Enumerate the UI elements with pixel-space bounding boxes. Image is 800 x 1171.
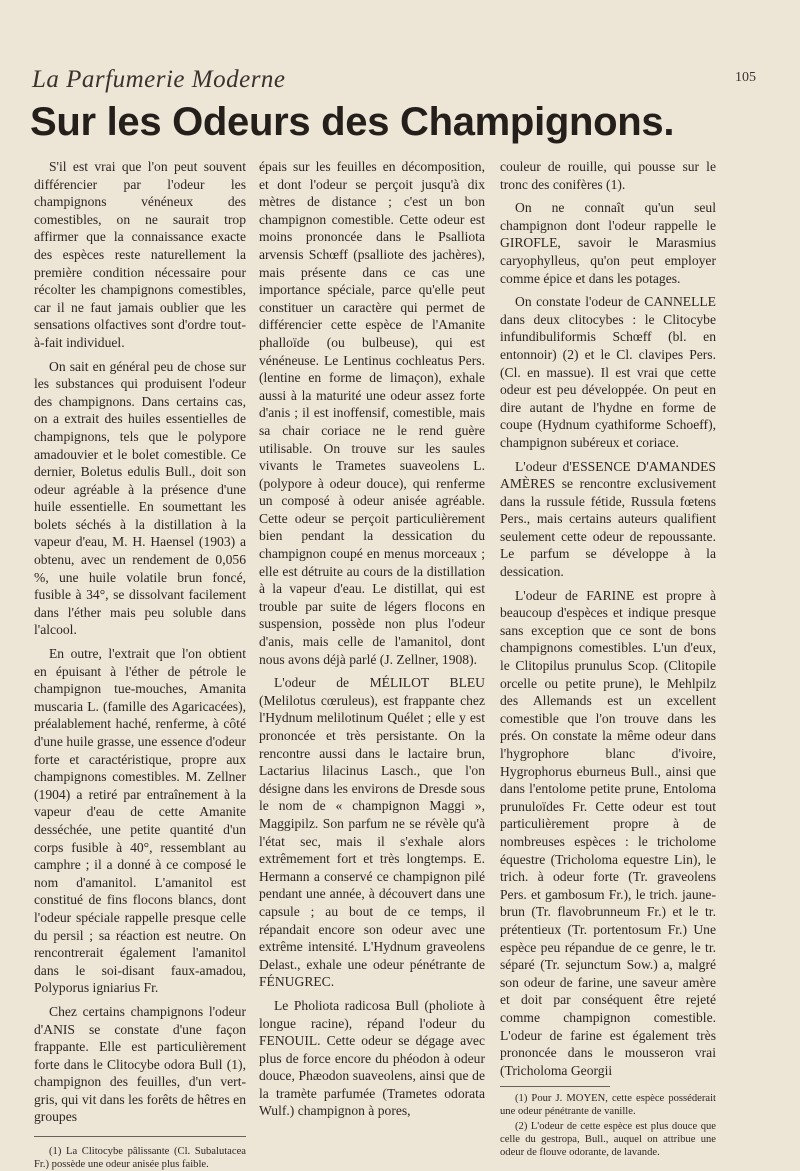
footnote-divider <box>500 1086 610 1087</box>
paragraph: On ne connaît qu'un seul champignon dont l'odeur rappelle le GIROFLE, savoir le Marasmius caryophylleus, qu'on peut employer comme épice et dans les potages. <box>500 200 716 286</box>
paragraph: En outre, l'extrait que l'on obtient en épuisant à l'éther de pétrole le champignon tue-mouches, Amanita muscaria L. (famille des Agaricacées), préalablement haché, renferme, à côté d'une huile grasse, une essence d'odeur forte et caractéristique, propre aux champignons comestibles. M. Zellner (1904) a retiré par entraînement à la vapeur d'eau de cette Amanite desséchée, une petite quantité d'un corps fusible à 40°, ressemblant au camphre ; il a donné à ce composé le nom d'amanitol. L'amanitol est constitué de fins flocons blancs, dont l'odeur spéciale rappelle presque celle du persil ; sa réaction est neutre. On rencontrerait également l'amanitol dans le soi-disant faux-amadou, Polyporus igniarius Fr. <box>34 646 246 996</box>
paragraph: couleur de rouille, qui pousse sur le tronc des conifères (1). <box>500 159 716 192</box>
paragraph: L'odeur de MÉLILOT BLEU (Melilotus cœruleus), est frappante chez l'Hydnum melilotinum Quélet ; elle y est prononcée et très persistante. On la rencontre aussi dans le lactaire brun, Lactarius lilacinus Lasch., que l'on désigne dans les environs de Dresde sous le nom de « champignon Maggi », Maggipilz. Son parfum ne se révèle qu'à l'état sec, mais il s'exhale alors extrêmement fort et très longtemps. E. Hermann a conservé ce champignon pilé pendant une année, à découvert dans une capsule ; au bout de ce temps, il répandait encore son odeur avec une extrême intensité. L'Hydnum graveolens Delast., exhale une odeur pénétrante de FÉNUGREC. <box>259 675 485 990</box>
paragraph: épais sur les feuilles en décomposition, et dont l'odeur se perçoit jusqu'à dix mètres de distance ; c'est un bon champignon comestible. Cette odeur est moins prononcée dans le Psalliota arvensis Schœff (psalliote des jachères), mais présente dans ce cas une importance spéciale, parce qu'elle peut constituer un caractère qui permet de différencier cette espèce de l'Amanite phalloïde (ou bulbeuse), qui est vénéneuse. Le Lentinus cochleatus Pers. (lentine en forme de limaçon), exhale aussi à la maturité une odeur assez forte d'anis ; il est inoffensif, comestible, mais sa chair coriace ne le rend guère utilisable. On trouve sur les saules vivants le Trametes suaveolens L. (polypore à odeur douce), qui renferme un composé à odeur anisée agréable. Cette odeur se perçoit particulièrement bien pendant la dessication du champignon coupé en menus morceaux ; elle est détruite au cours de la distillation à la vapeur d'eau. Le distillat, qui est trouble par suite de légers flocons en suspension, possède non plus l'odeur d'anis, mais celle de l'amanitol, dont nous avons déjà parlé (J. Zellner, 1908). <box>259 159 485 667</box>
article-column-2 <box>259 158 485 1120</box>
magazine-header-logo: La Parfumerie Moderne <box>32 66 286 93</box>
page-number: 105 <box>735 70 756 85</box>
footnote-divider <box>34 1136 246 1137</box>
article-title: Sur les Odeurs des Champignons. <box>30 100 675 144</box>
paragraph: Le Pholiota radicosa Bull (pholiote à longue racine), répand l'odeur du FENOUIL. Cette odeur se dégage avec plus de force encore du phéodon à odeur douce, Phæodon suaveolens, ainsi que de la tramète parfumée (Trametes odorata Wulf.) champignon à pores, <box>259 997 485 1119</box>
paragraph: On constate l'odeur de CANNELLE dans deux clitocybes : le Clitocybe infundibuliformis Schœff (bl. en entonnoir) (2) et le Cl. clavipes Pers. (Cl. en massue). Il est vrai que cette odeur est peu développée. On peut en dire autant de l'hydne en forme de coupe (Hydnum cyathiforme Schoeff), champignon subéreux et coriace. <box>500 294 716 450</box>
paragraph: On sait en général peu de chose sur les substances qui produisent l'odeur des champignons. Dans certains cas, on a extrait des huiles essentielles de champignons, tels que le polypore amadouvier et le bolet comestible. Ce dernier, Boletus edulis Bull., doit son odeur agréable à la présence d'une huile essentielle. En soumettant les bolets séchés à la distillation à la vapeur d'eau, M. H. Haensel (1903) a obtenu, avec un rendement de 0,056 %, une huile volatile brun foncé, fusible à 34°, se dissolvant facilement dans l'éther mais peu soluble dans l'alcool. <box>34 358 246 638</box>
paragraph: L'odeur de FARINE est propre à beaucoup d'espèces et indique presque sans exception que ce sont de bons champignons comestibles. L'un d'eux, le Clitopilus prunulus Scop. (Clitopile orcelle ou petite prune), le Mehlpilz des Allemands est un excellent comestible que l'on trouve dans les prés. On constate la même odeur dans l'hygrophore blanc d'ivoire, Hygrophorus eburneus Bull., ainsi que dans l'entolome petite prune, Entoloma prunuloïdes Fr. Cette odeur est tout particulièrement propre à de nombreuses espèces : le tricholome équestre (Tricholoma equestre Lin), le trich. à odeur forte (Tr. graveolens Pers. et gambosum Fr.), le trich. jaune-brun (Tr. flavobrunneum Fr.) et le tr. prétentieux (Tr. portentosum Fr.) Une espèce peu répandue de ce genre, le tr. séparé (Tr. sejunctum Sow.) a, malgré son odeur de farine, une saveur amère et doit par conséquent être rejeté comme champignon comestible. L'odeur de farine est également très prononcée dans le mousseron vrai (Tricholoma Georgii <box>500 587 716 1078</box>
paragraph: S'il est vrai que l'on peut souvent différencier par l'odeur les champignons vénéneux des comestibles, on ne saurait trop affirmer que la connaissance exacte des espèces reste naturellement la première condition nécessaire pour récolter les champignons comestibles, car il ne faut jamais oublier que les sensations olfactives sont d'ordre tout-à-fait individuel. <box>34 159 246 350</box>
footnote: (1) Pour J. MOYEN, cette espèce posséderait une odeur pénétrante de vanille. <box>500 1093 716 1118</box>
footnote: (2) L'odeur de cette espèce est plus douce que celle du gestropa, Bull., auquel on attribue une odeur de flouve odorante, de lavande. <box>500 1121 716 1159</box>
paragraph: L'odeur d'ESSENCE D'AMANDES AMÈRES se rencontre exclusivement dans la russule fétide, Russula fœtens Pers., mais certains auteurs qualifient seulement cette odeur de repoussante. Le parfum se développe à la dessication. <box>500 458 716 580</box>
paragraph: Chez certains champignons l'odeur d'ANIS se constate d'une façon frappante. Elle est particulièrement forte dans le Clitocybe odora Bull (1), champignon des feuilles, d'un vert-gris, qui vit dans les forêts de hêtres en groupes <box>34 1003 246 1125</box>
article-column-3 <box>500 158 716 1159</box>
footnote: (1) La Clitocybe pâlissante (Cl. Subalutacea Fr.) possède une odeur anisée plus faible. <box>34 1146 246 1171</box>
article-column-1 <box>34 158 246 1171</box>
